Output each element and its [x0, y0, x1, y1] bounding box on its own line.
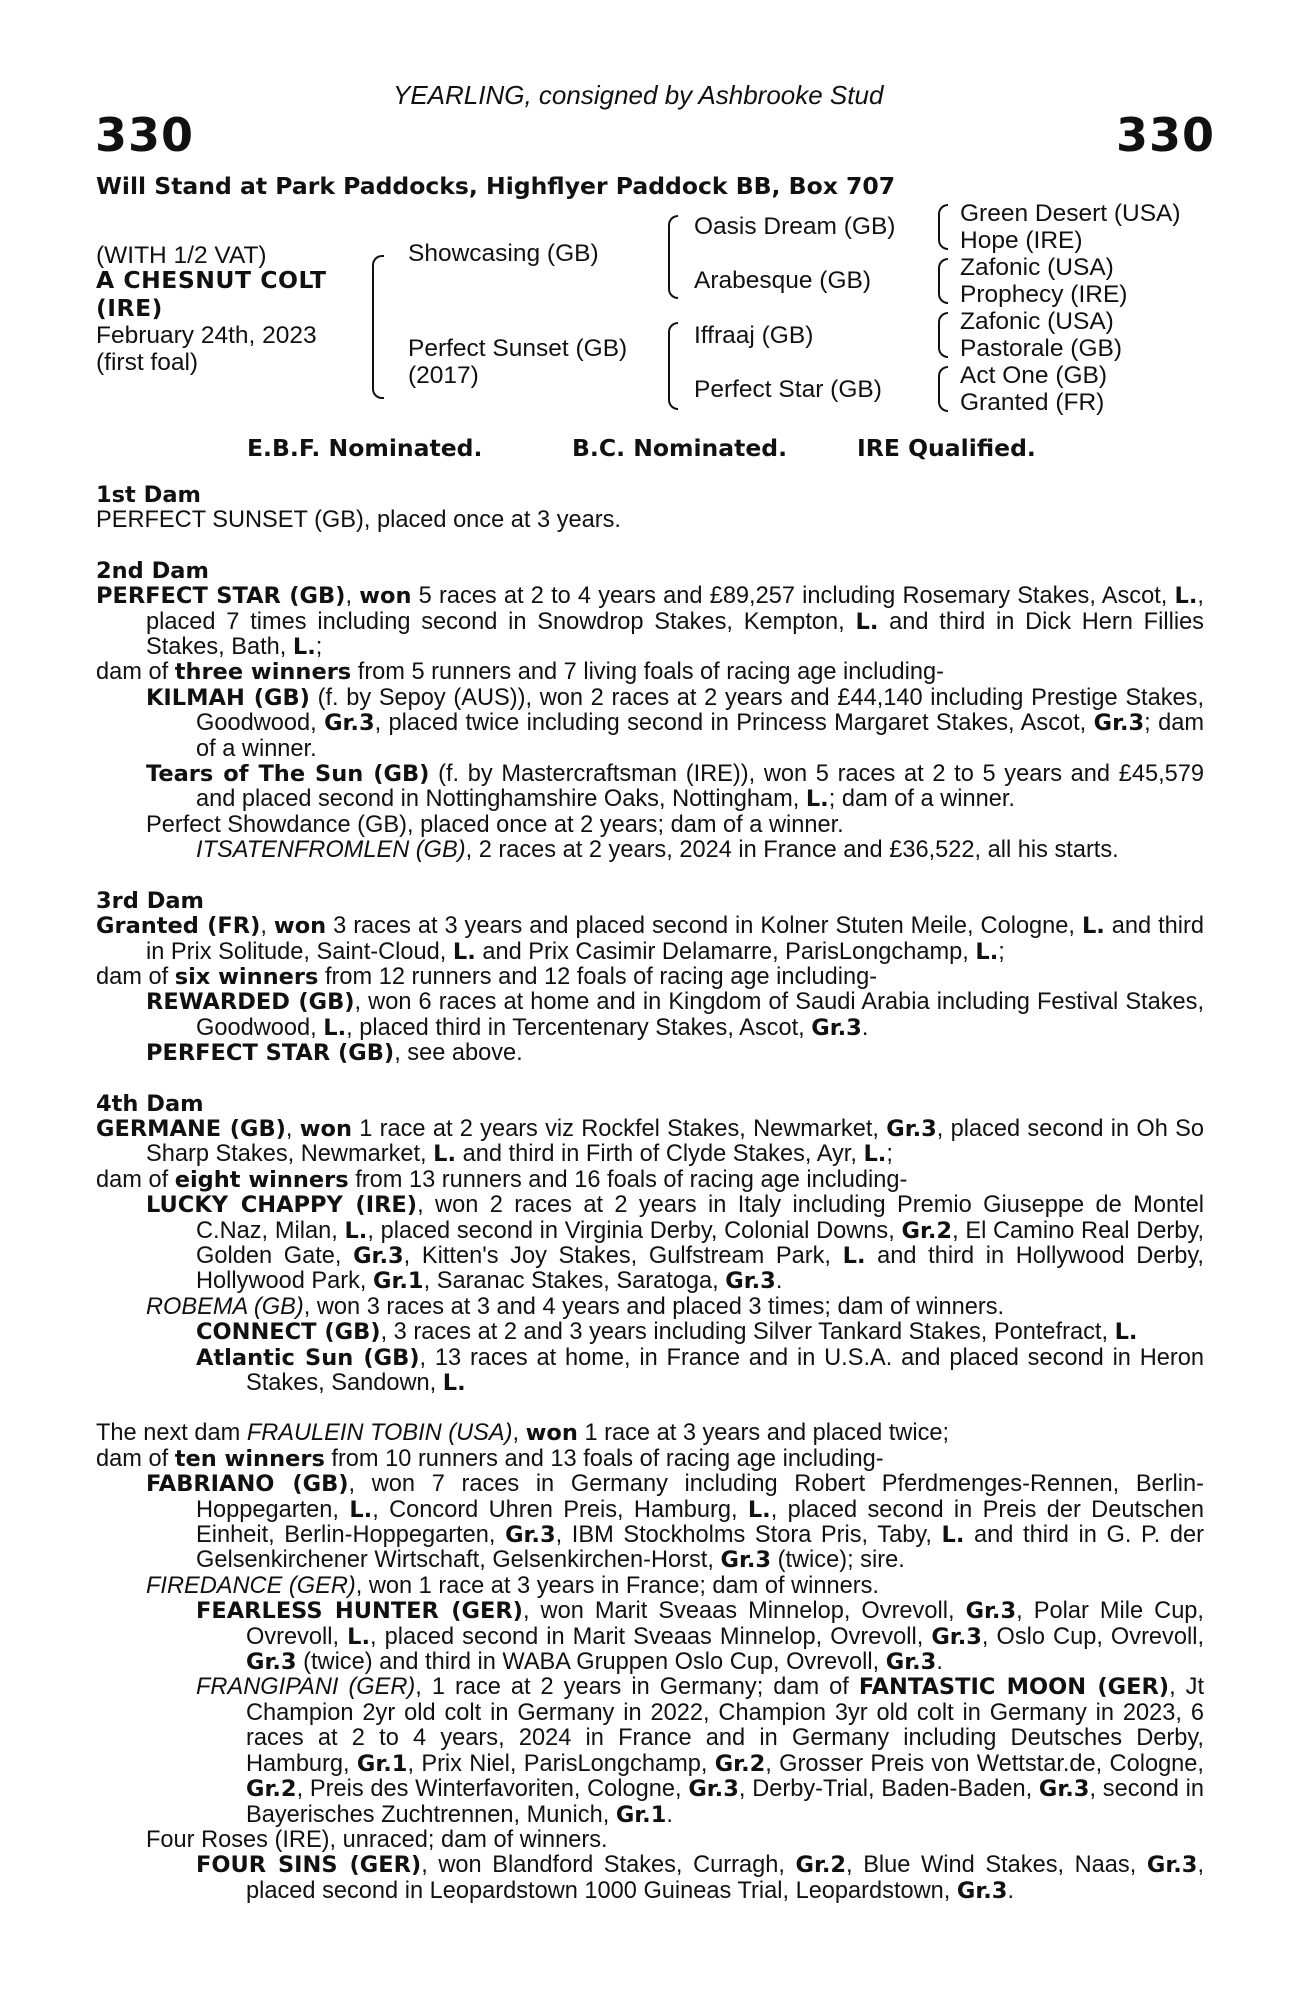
- brace-gen2-dam: [668, 322, 678, 410]
- section-heading: 2nd Dam: [96, 557, 209, 584]
- foaling-date: February 24th, 2023: [96, 322, 317, 349]
- produce-entry: Perfect Showdance (GB), placed once at 2 years; dam of a winner.: [146, 811, 844, 838]
- gen3-dsd: Pastorale (GB): [960, 335, 1123, 362]
- vat-note: (WITH 1/2 VAT): [96, 242, 267, 269]
- dam-paragraph: PERFECT SUNSET (GB), placed once at 3 years.: [96, 507, 621, 534]
- brace-gen3-2: [938, 258, 948, 304]
- sire-name: Showcasing (GB): [408, 240, 599, 267]
- pedigree-notes: [96, 483, 1204, 1904]
- lot-number-right: 330: [1116, 108, 1216, 162]
- produce-summary: dam of three winners from 5 runners and 7 living foals of racing age including-: [96, 659, 944, 686]
- produce-entry: CONNECT (GB), 3 races at 2 and 3 years including Silver Tankard Stakes, Pontefract, L.: [196, 1319, 1138, 1346]
- sire-dam: Arabesque (GB): [694, 267, 872, 294]
- dam-sire: Iffraaj (GB): [694, 322, 814, 349]
- produce-entry: FEARLESS HUNTER (GER), won Marit Sveaas Minnelop, Ovrevoll, Gr.3, Polar Mile Cup, Ovrevoll, L., placed second in Marit Sveaas Minnelop, Ovrevoll, Gr.3, Oslo Cup, Ovrevoll, Gr.3 (twice) and third in WABA Gruppen Oslo Cup, Ovrevoll, Gr.3.: [196, 1598, 1205, 1676]
- section-heading: 1st Dam: [96, 482, 201, 508]
- produce-entry: FIREDANCE (GER), won 1 race at 3 years in France; dam of winners.: [146, 1572, 879, 1599]
- foal-note: (first foal): [96, 349, 199, 376]
- stand-location: Will Stand at Park Paddocks, Highflyer Paddock BB, Box 707: [96, 172, 896, 200]
- gen3-sds: Zafonic (USA): [960, 254, 1114, 281]
- gen3-sss: Green Desert (USA): [960, 200, 1181, 227]
- ire-qualification: IRE Qualified.: [857, 434, 1036, 462]
- produce-entry: Atlantic Sun (GB), 13 races at home, in France and in U.S.A. and placed second in Heron Stakes, Sandown, L.: [196, 1344, 1205, 1396]
- horse-origin: (IRE): [96, 294, 163, 322]
- brace-gen3-3: [938, 312, 948, 358]
- bc-nomination: B.C. Nominated.: [572, 434, 788, 462]
- produce-entry: KILMAH (GB) (f. by Sepoy (AUS)), won 2 races at 2 years and £44,140 including Prestige Stakes, Goodwood, Gr.3, placed twice including second in Princess Margaret Stakes, Ascot, Gr.3; dam of a winner.: [146, 684, 1205, 762]
- dam-paragraph: GERMANE (GB), won 1 race at 2 years viz Rockfel Stakes, Newmarket, Gr.3, placed second in Oh So Sharp Stakes, Newmarket, L. and third in Firth of Clyde Stakes, Ayr, L.;: [96, 1115, 1204, 1168]
- produce-entry: FABRIANO (GB), won 7 races in Germany including Robert Pferdmenges-Rennen, Berlin-Hoppegarten, L., Concord Uhren Preis, Hamburg, L., placed second in Preis der Deutschen Einheit, Berlin-Hoppegarten, Gr.3, IBM Stockholms Stora Pris, Taby, L. and third in G. P. der Gelsenkirchener Wirtschaft, Gelsenkirchen-Horst, Gr.3 (twice); sire.: [146, 1471, 1204, 1574]
- produce-entry: ROBEMA (GB), won 3 races at 3 and 4 years and placed 3 times; dam of winners.: [146, 1293, 1005, 1320]
- section-heading: 4th Dam: [96, 1090, 204, 1117]
- produce-entry: Tears of The Sun (GB) (f. by Mastercraftsman (IRE)), won 5 races at 2 to 5 years and £45,579 and placed second in Nottinghamshire Oaks, Nottingham, L.; dam of a winner.: [146, 761, 1204, 813]
- produce-summary: dam of six winners from 12 runners and 12 foals of racing age including-: [96, 963, 878, 990]
- produce-entry: Four Roses (IRE), unraced; dam of winners.: [146, 1826, 608, 1853]
- brace-gen1: [372, 255, 384, 399]
- consignment-line: YEARLING, consigned by Ashbrooke Stud: [393, 80, 884, 110]
- produce-entry: FOUR SINS (GER), won Blandford Stakes, Curragh, Gr.2, Blue Wind Stakes, Naas, Gr.3, placed second in Leopardstown 1000 Guineas Trial, Leopardstown, Gr.3.: [196, 1852, 1204, 1904]
- produce-entry: REWARDED (GB), won 6 races at home and in Kingdom of Saudi Arabia including Festival Stakes, Goodwood, L., placed third in Tercentenary Stakes, Ascot, Gr.3.: [146, 989, 1205, 1041]
- ebf-nomination: E.B.F. Nominated.: [247, 434, 483, 462]
- brace-gen3-1: [938, 204, 948, 250]
- dam-year: (2017): [408, 362, 479, 389]
- gen3-dss: Zafonic (USA): [960, 308, 1114, 335]
- produce-summary: dam of ten winners from 10 runners and 13 foals of racing age including-: [96, 1445, 884, 1472]
- gen3-ssd: Hope (IRE): [960, 227, 1083, 254]
- gen3-ddd: Granted (FR): [960, 389, 1105, 416]
- produce-entry: LUCKY CHAPPY (IRE), won 2 races at 2 years in Italy including Premio Giuseppe de Montel C.Naz, Milan, L., placed second in Virginia Derby, Colonial Downs, Gr.2, El Camino Real Derby, Golden Gate, Gr.3, Kitten's Joy Stakes, Gulfstream Park, L. and third in Hollywood Derby, Hollywood Park, Gr.1, Saranac Stakes, Saratoga, Gr.3.: [146, 1192, 1204, 1295]
- produce-entry: PERFECT STAR (GB), see above.: [146, 1040, 523, 1067]
- lot-number-left: 330: [95, 108, 195, 162]
- produce-entry: ITSATENFROMLEN (GB), 2 races at 2 years, 2024 in France and £36,522, all his starts.: [196, 837, 1119, 864]
- produce-summary: dam of eight winners from 13 runners and 16 foals of racing age including-: [96, 1166, 908, 1193]
- dam-paragraph: PERFECT STAR (GB), won 5 races at 2 to 4 years and £89,257 including Rosemary Stakes, Ascot, L., placed 7 times including second in Snowdrop Stakes, Kempton, L. and third in Dick Hern Fillies Stakes, Bath, L.;: [96, 583, 1204, 661]
- gen3-dds: Act One (GB): [960, 362, 1108, 389]
- horse-name: A CHESNUT COLT: [96, 266, 327, 294]
- brace-gen2-sire: [668, 215, 678, 299]
- brace-gen3-4: [938, 366, 948, 412]
- sire-sire: Oasis Dream (GB): [694, 213, 896, 240]
- dam-paragraph: Granted (FR), won 3 races at 3 years and placed second in Kolner Stuten Meile, Cologne, L. and third in Prix Solitude, Saint-Cloud, L. and Prix Casimir Delamarre, ParisLongchamp, L.;: [96, 913, 1204, 965]
- dam-name: Perfect Sunset (GB): [408, 335, 628, 362]
- section-heading: 3rd Dam: [96, 887, 204, 914]
- produce-entry: FRANGIPANI (GER), 1 race at 2 years in Germany; dam of FANTASTIC MOON (GER), Jt Champion 2yr old colt in Germany in 2022, Champion 3yr old colt in Germany in 2023, 6 races at 2 to 4 years, 2024 in France and in Germany including Deutsches Derby, Hamburg, Gr.1, Prix Niel, ParisLongchamp, Gr.2, Grosser Preis von Wettstar.de, Cologne, Gr.2, Preis des Winterfavoriten, Cologne, Gr.3, Derby-Trial, Baden-Baden, Gr.3, second in Bayerisches Zuchtrennen, Munich, Gr.1.: [196, 1674, 1204, 1828]
- gen3-sdd: Prophecy (IRE): [960, 281, 1128, 308]
- dam-dam: Perfect Star (GB): [694, 376, 882, 403]
- dam-paragraph: The next dam FRAULEIN TOBIN (USA), won 1 race at 3 years and placed twice;: [96, 1420, 950, 1447]
